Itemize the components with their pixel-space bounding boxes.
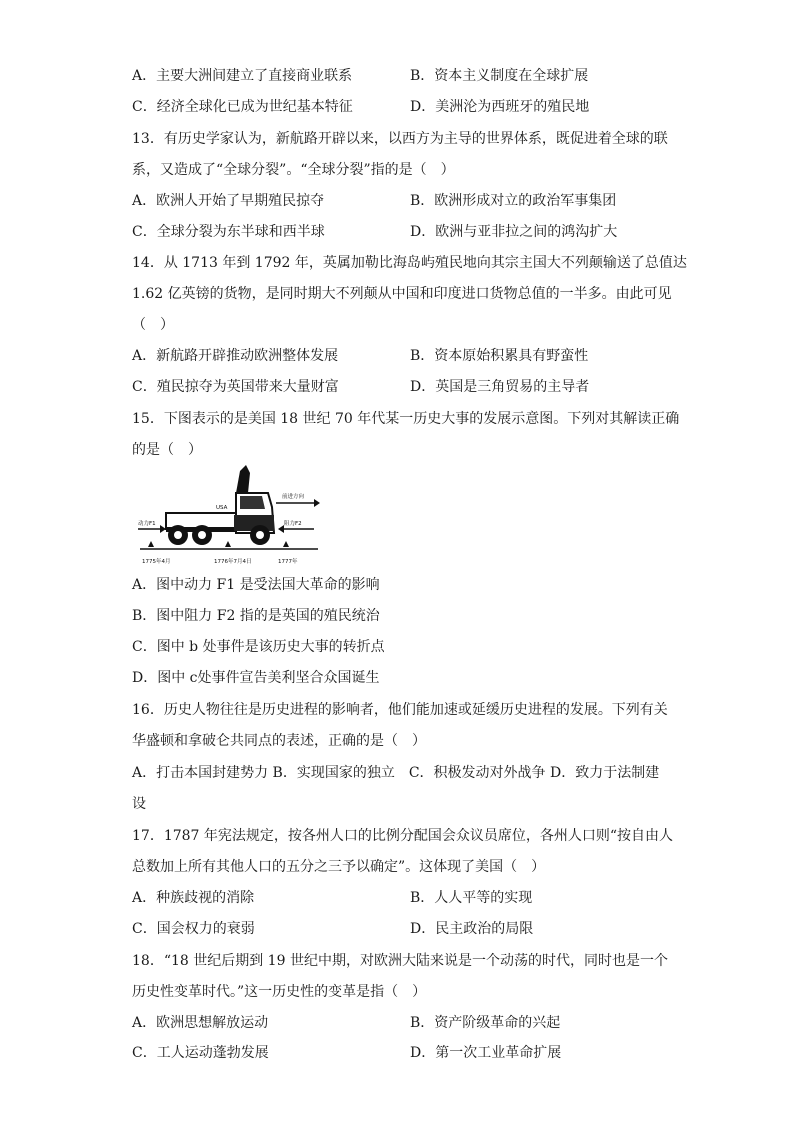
q16-stem-line1: 16．历史人物往往是历史进程的影响者，他们能加速或延缓历史进程的发展。下列有关 (132, 702, 668, 718)
q15-stem-line2: 的是（ ） (132, 442, 202, 458)
q18-option-c: C．工人运动蓬勃发展 (132, 1045, 269, 1061)
q14-option-c: C．殖民掠夺为英国带来大量财富 (132, 379, 339, 395)
q15-option-a: A．图中动力 F1 是受法国大革命的影响 (132, 577, 380, 593)
q17-stem-line2: 总数加上所有其他人口的五分之三予以确定”。这体现了美国（ ） (132, 859, 546, 875)
q12-option-c: C．经济全球化已成为世纪基本特征 (132, 99, 353, 115)
q15-option-d: D．图中 c处事件宣告美利坚合众国诞生 (132, 670, 380, 686)
q17-stem-line1: 17．1787 年宪法规定，按各州人口的比例分配国会众议员席位，各州人口则“按自由人 (132, 828, 674, 844)
exhaust-stack (236, 465, 250, 493)
q17-option-b: B．人人平等的实现 (410, 890, 533, 906)
wheel-1 (168, 525, 188, 545)
q12-option-d: D．美洲沦为西班牙的殖民地 (410, 99, 590, 115)
marker-a (148, 541, 154, 547)
q14-stem-line2: 1.62 亿英镑的货物，是同时期大不列颠从中国和印度进口货物总值的一半多。由此可见 (132, 286, 672, 302)
q14-stem-line1: 14．从 1713 年到 1792 年，英属加勒比海岛屿殖民地向其宗主国大不列颠输送了总值达 (132, 255, 687, 271)
date-1: 1775年4月 (142, 559, 171, 565)
cab-window (240, 496, 265, 509)
q16-options-wrap: 设 (132, 796, 146, 812)
marker-b (225, 541, 231, 547)
q17-option-d: D．民主政治的局限 (410, 921, 534, 937)
force-f1-label: 动力F1 (138, 521, 156, 527)
q15-option-b: B．图中阻力 F2 指的是英国的殖民统治 (132, 608, 380, 624)
q14-option-d: D．英国是三角贸易的主导者 (410, 379, 590, 395)
q13-option-d: D．欧洲与亚非拉之间的鸿沟扩大 (410, 224, 618, 240)
q13-stem-line1: 13．有历史学家认为，新航路开辟以来，以西方为主导的世界体系，既促进着全球的联 (132, 131, 668, 147)
truck-text: USA (216, 505, 228, 511)
q14-stem-line3: （ ） (132, 317, 174, 333)
q15-stem-line1: 15．下图表示的是美国 18 世纪 70 年代某一历史大事的发展示意图。下列对其解读正确 (132, 411, 680, 427)
q17-option-a: A．种族歧视的消除 (132, 890, 255, 906)
q16-options: A．打击本国封建势力 B．实现国家的独立 C．积极发动对外战争 D．致力于法制建 (132, 765, 660, 781)
q13-option-c: C．全球分裂为东半球和西半球 (132, 224, 325, 240)
q17-option-c: C．国会权力的衰弱 (132, 921, 255, 937)
q12-option-a: A．主要大洲间建立了直接商业联系 (132, 68, 353, 84)
q13-option-a: A．欧洲人开始了早期殖民掠夺 (132, 193, 325, 209)
forward-direction-label: 前进方向 (282, 494, 305, 500)
wheel-2 (192, 525, 212, 545)
q18-option-d: D．第一次工业革命扩展 (410, 1045, 562, 1061)
q13-option-b: B．欧洲形成对立的政治军事集团 (410, 193, 617, 209)
wheel-3 (250, 525, 270, 545)
date-2: 1776年7月4日 (214, 559, 252, 565)
marker-c (283, 541, 289, 547)
q12-option-b: B．资本主义制度在全球扩展 (410, 68, 589, 84)
q13-stem-line2: 系，又造成了“全球分裂”。“全球分裂”指的是（ ） (132, 162, 455, 178)
date-3: 1777年 (278, 559, 298, 565)
q14-option-a: A．新航路开辟推动欧洲整体发展 (132, 348, 339, 364)
q14-option-b: B．资本原始积累具有野蛮性 (410, 348, 589, 364)
q16-stem-line2: 华盛顿和拿破仑共同点的表述，正确的是（ ） (132, 733, 426, 749)
q18-stem-line2: 历史性变革时代。”这一历史性的变革是指（ ） (132, 984, 427, 1000)
q18-stem-line1: 18．“18 世纪后期到 19 世纪中期，对欧洲大陆来说是一个动荡的时代，同时也是一个 (132, 953, 668, 969)
truck-diagram (136, 463, 322, 571)
q15-option-c: C．图中 b 处事件是该历史大事的转折点 (132, 639, 385, 655)
q18-option-b: B．资产阶级革命的兴起 (410, 1015, 561, 1031)
q18-option-a: A．欧洲思想解放运动 (132, 1015, 269, 1031)
force-f2-label: 阻力F2 (284, 521, 302, 527)
